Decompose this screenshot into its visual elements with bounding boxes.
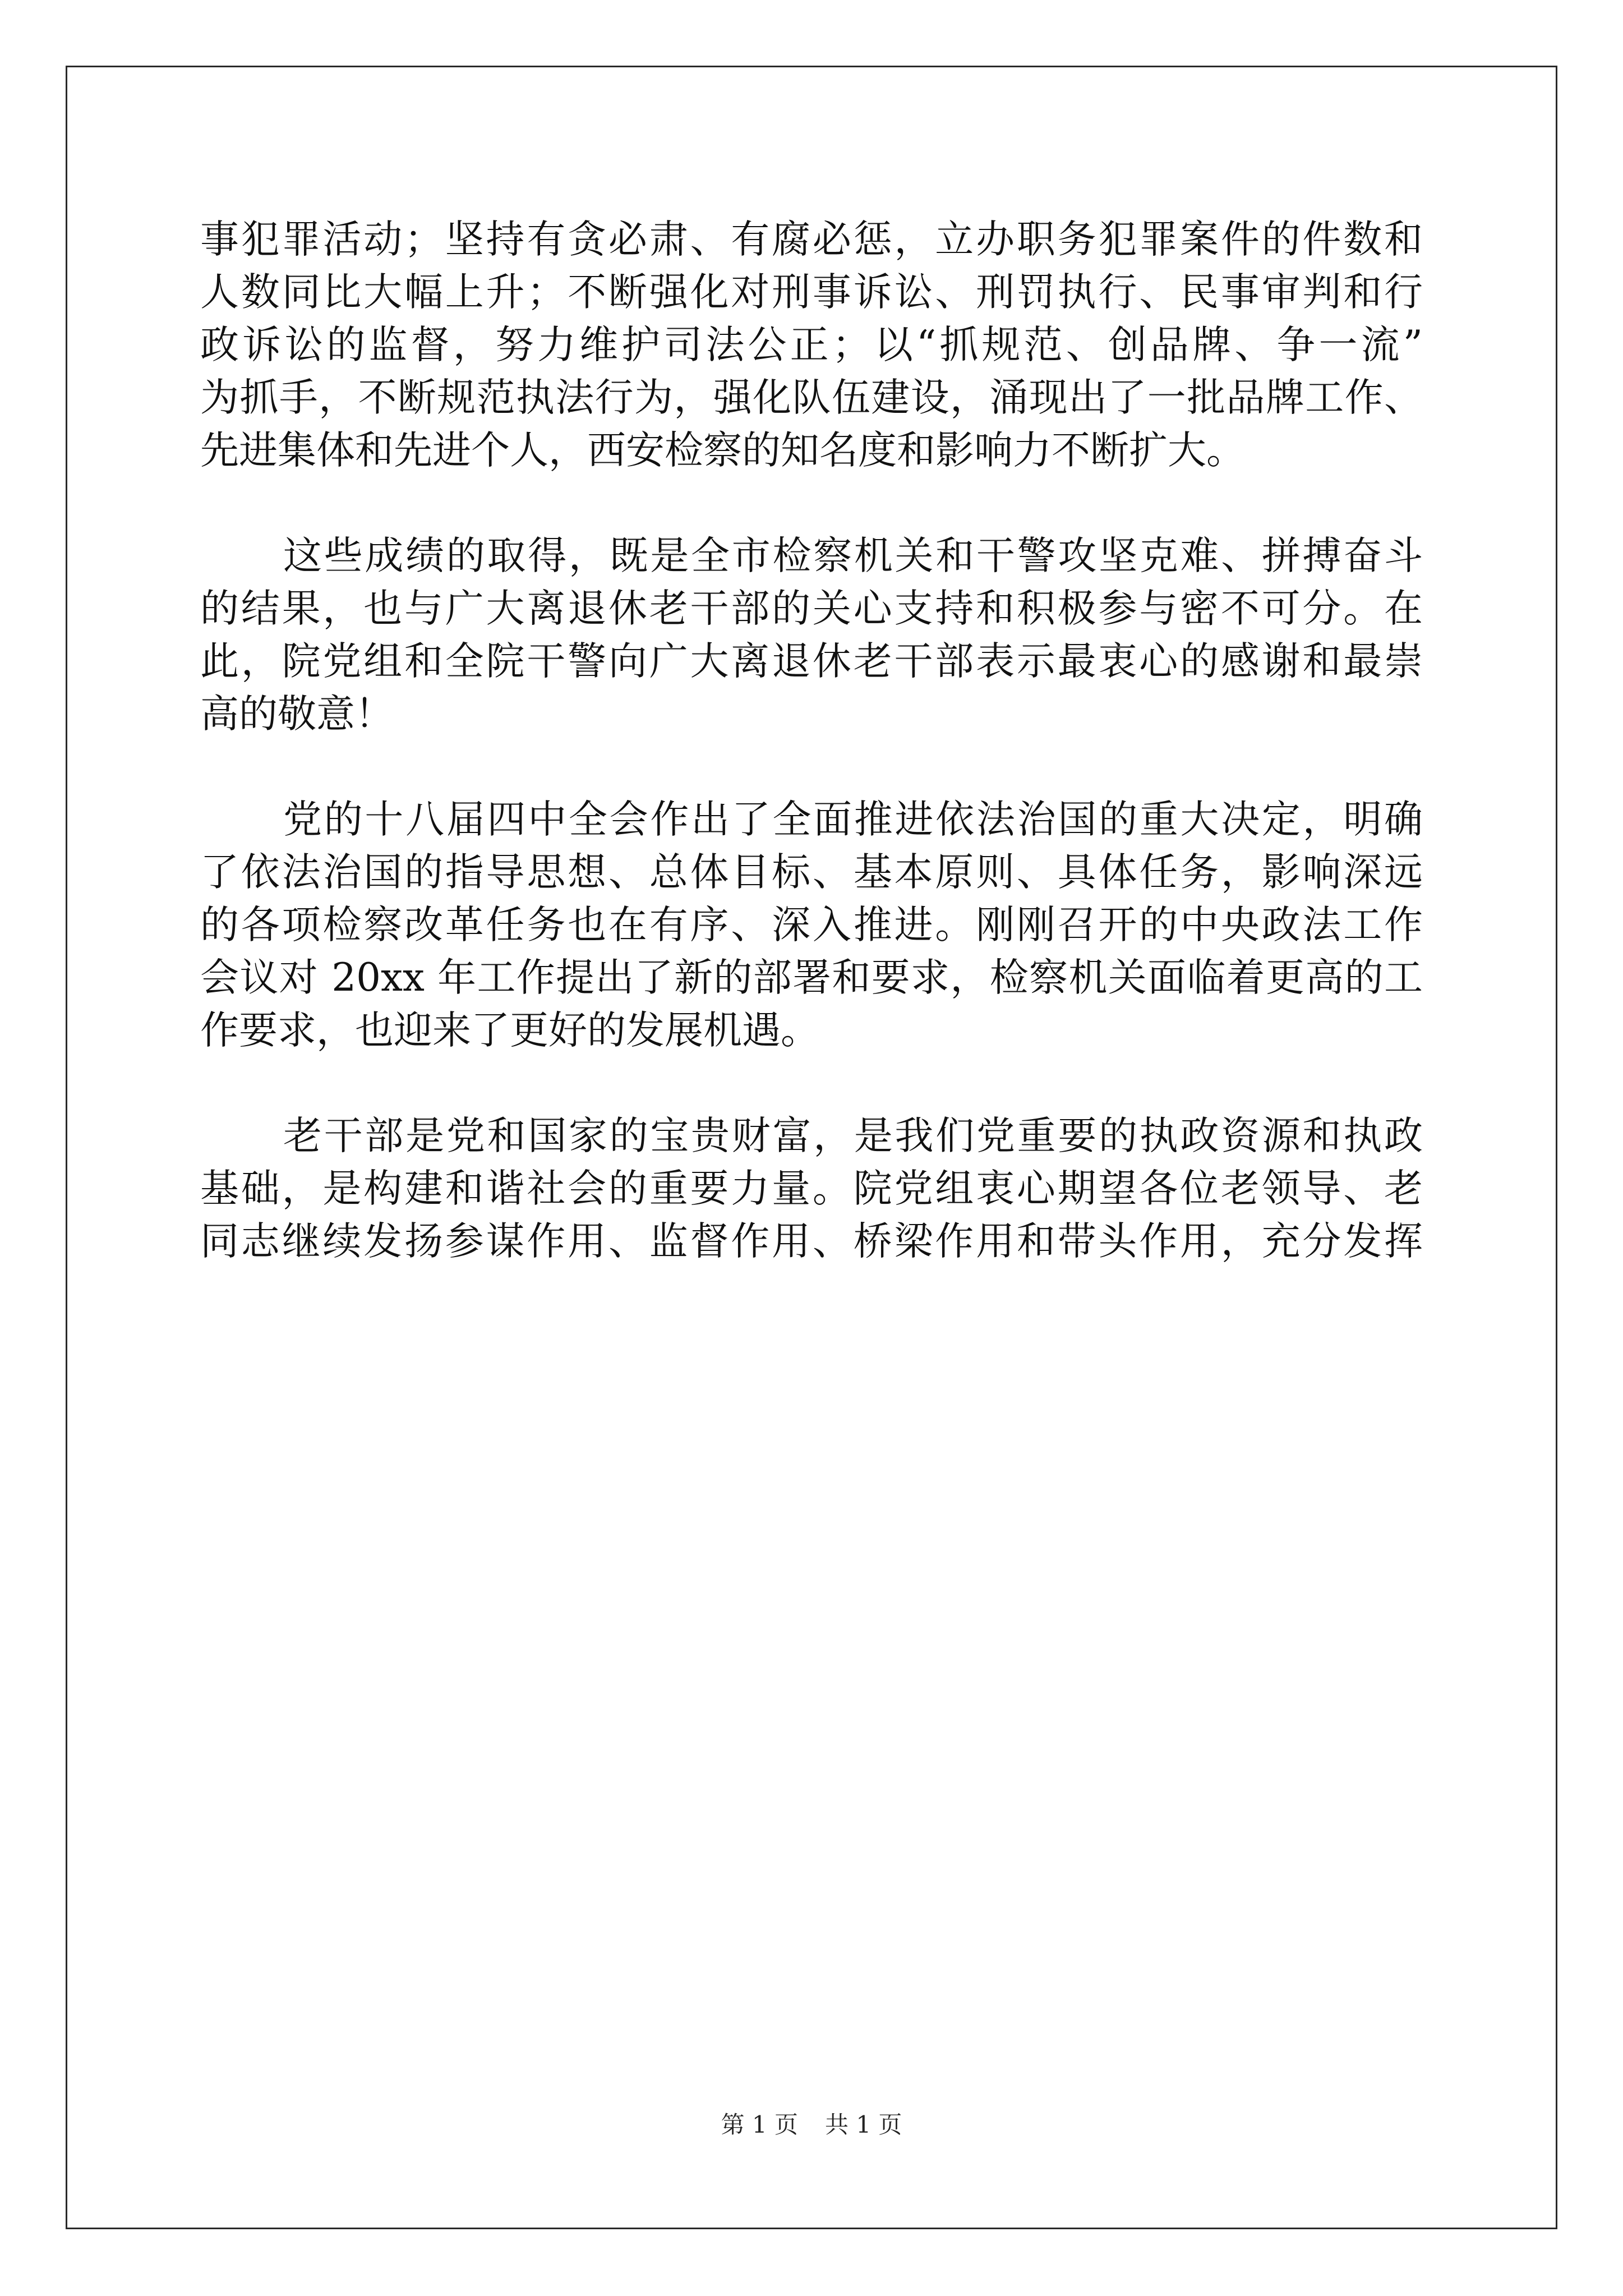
text-line: 此，院党组和全院干警向广大离退休老干部表示最衷心的感谢和最崇 [200,639,1423,684]
text-line: 作要求，也迎来了更好的发展机遇。 [200,1008,819,1053]
text-line: 这些成绩的取得，既是全市检察机关和干警攻坚克难、拼搏奋斗 [283,533,1423,578]
text-line: 为抓手，不断规范执法行为，强化队伍建设，涌现出了一批品牌工作、 [200,375,1423,420]
text-line: 同志继续发扬参谋作用、监督作用、桥梁作用和带头作用，充分发挥 [200,1219,1423,1264]
text-line: 党的十八届四中全会作出了全面推进依法治国的重大决定，明确 [283,797,1423,842]
paragraph [200,213,1423,477]
page-number: 第 1 页 [721,2111,798,2138]
paragraph [200,1110,1423,1268]
page-footer [0,2108,1623,2142]
text-line: 高的敬意！ [200,692,394,737]
text-line: 基础，是构建和谐社会的重要力量。院党组衷心期望各位老领导、老 [200,1166,1423,1211]
text-line: 了依法治国的指导思想、总体目标、基本原则、具体任务，影响深远 [200,850,1423,895]
text-line: 的结果，也与广大离退休老干部的关心支持和积极参与密不可分。在 [200,586,1423,631]
text-line: 事犯罪活动；坚持有贪必肃、有腐必惩，立办职务犯罪案件的件数和 [200,217,1423,262]
text-line: 的各项检察改革任务也在有序、深入推进。刚刚召开的中央政法工作 [200,903,1423,947]
page-total: 共 1 页 [825,2111,902,2138]
paragraph [200,530,1423,740]
text-line: 人数同比大幅上升；不断强化对刑事诉讼、刑罚执行、民事审判和行 [200,270,1423,315]
paragraph [200,793,1423,1057]
text-line: 政诉讼的监督，努力维护司法公正；以“抓规范、创品牌、争一流” [200,323,1423,367]
text-line: 老干部是党和国家的宝贵财富，是我们党重要的执政资源和执政 [283,1114,1423,1158]
document-body [200,213,1423,1268]
text-line: 会议对 20xx 年工作提出了新的部署和要求，检察机关面临着更高的工 [200,955,1423,1000]
text-line: 先进集体和先进个人，西安检察的知名度和影响力不断扩大。 [200,428,1245,473]
